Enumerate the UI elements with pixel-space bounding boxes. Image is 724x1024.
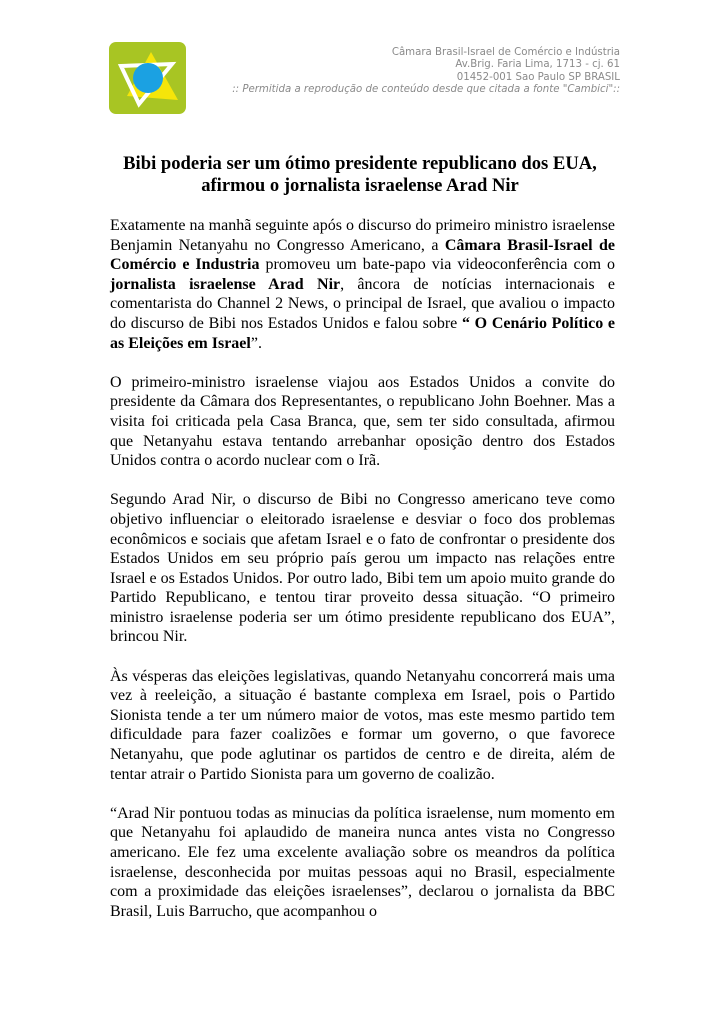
address-line-1: Av.Brig. Faria Lima, 1713 - cj. 61 [455, 59, 620, 71]
article-title-line-1: Bibi poderia ser um ótimo presidente republicano dos EUA, [123, 153, 597, 174]
address-line-2: 01452-001 Sao Paulo SP BRASIL [456, 71, 620, 83]
paragraph-1-bold-org: Câmara Brasil-Israel de Comércio e Industria [110, 236, 615, 274]
organization-header [232, 47, 620, 96]
logo-blue-circle [133, 63, 163, 93]
paragraph-1-text-3: , âncora de notícias internacionais e comentarista do Channel 2 News, o principal de Israel, que avaliou o impacto do discurso de Bibi nos Estados Unidos e falou sobre [110, 275, 616, 332]
article-title-line-2: afirmou o jornalista israelense Arad Nir [201, 175, 519, 196]
paragraph-1-bold-journalist: jornalista israelense Arad Nir [110, 275, 341, 293]
paragraph-5: “Arad Nir pontuou todas as minucias da política israelense, num momento em que Netanyahu foi aplaudido de maneira nunca antes vista no Congresso americano. Ele fez uma excelente avaliação sobre os meandros da política israelense, desconhecida por muitas pessoas aqui no Brasil, especialmente com a proximidade das eleições israelenses”, declarou o jornalista da BBC Brasil, Luis Barrucho, que acompanhou o [110, 804, 615, 920]
paragraph-2: O primeiro-ministro israelense viajou aos Estados Unidos a convite do presidente da Câmara dos Representantes, o republicano John Boehner. Mas a visita foi criticada pela Casa Branca, que, sem ter sido consultada, afirmou que Netanyahu estava tentando arrebanhar oposição dentro dos Estados Unidos contra o acordo nuclear com o Irã. [110, 373, 615, 470]
article-body [110, 216, 615, 921]
paragraph-1-text-1: Exatamente na manhã seguinte após o discurso do primeiro ministro israelense Benjamin Netanyahu no Congresso Americano, a [110, 217, 615, 254]
paragraph-1-text-2: promoveu um bate-papo via videoconferência com o [259, 256, 616, 274]
paragraph-4: Às vésperas das eleições legislativas, quando Netanyahu concorrerá mais uma vez à reeleição, a situação é bastante complexa em Israel, pois o Partido Sionista tende a ter um número maior de votos, mas este mesmo partido tem dificuldade para fazer coalizões e formar um governo, o que favorece Netanyahu, que pode aglutinar os partidos de centro e de direita, além de tentar atrair o Partido Sionista para um governo de coalizão. [110, 667, 615, 783]
paragraph-1-text-4: ”. [250, 334, 262, 352]
article-title [100, 153, 620, 197]
paragraph-1-bold-topic: “ O Cenário Político e as Eleições em Israel [110, 314, 615, 352]
org-name: Câmara Brasil-Israel de Comércio e Indústria [391, 47, 620, 58]
paragraph-3: Segundo Arad Nir, o discurso de Bibi no Congresso americano teve como objetivo influenciar o eleitorado israelense e desviar o foco dos problemas econômicos e sociais que afetam Israel e o fato de confrontar o presidente dos Estados Unidos em seu próprio país gerou um impacto nas relações entre Israel e os Estados Unidos. Por outro lado, Bibi tem um apoio muito grande do Partido Republicano, e tentou tirar proveito dessa situação. “O primeiro ministro israelense poderia ser um ótimo presidente republicano dos EUA”, brincou Nir. [110, 491, 615, 646]
cambici-logo [109, 42, 186, 114]
reproduction-notice: :: Permitida a reprodução de conteúdo desde que citada a fonte "Cambici":: [232, 83, 620, 95]
paragraph-1 [110, 216, 615, 353]
cambici-star-logo-icon [109, 42, 186, 114]
